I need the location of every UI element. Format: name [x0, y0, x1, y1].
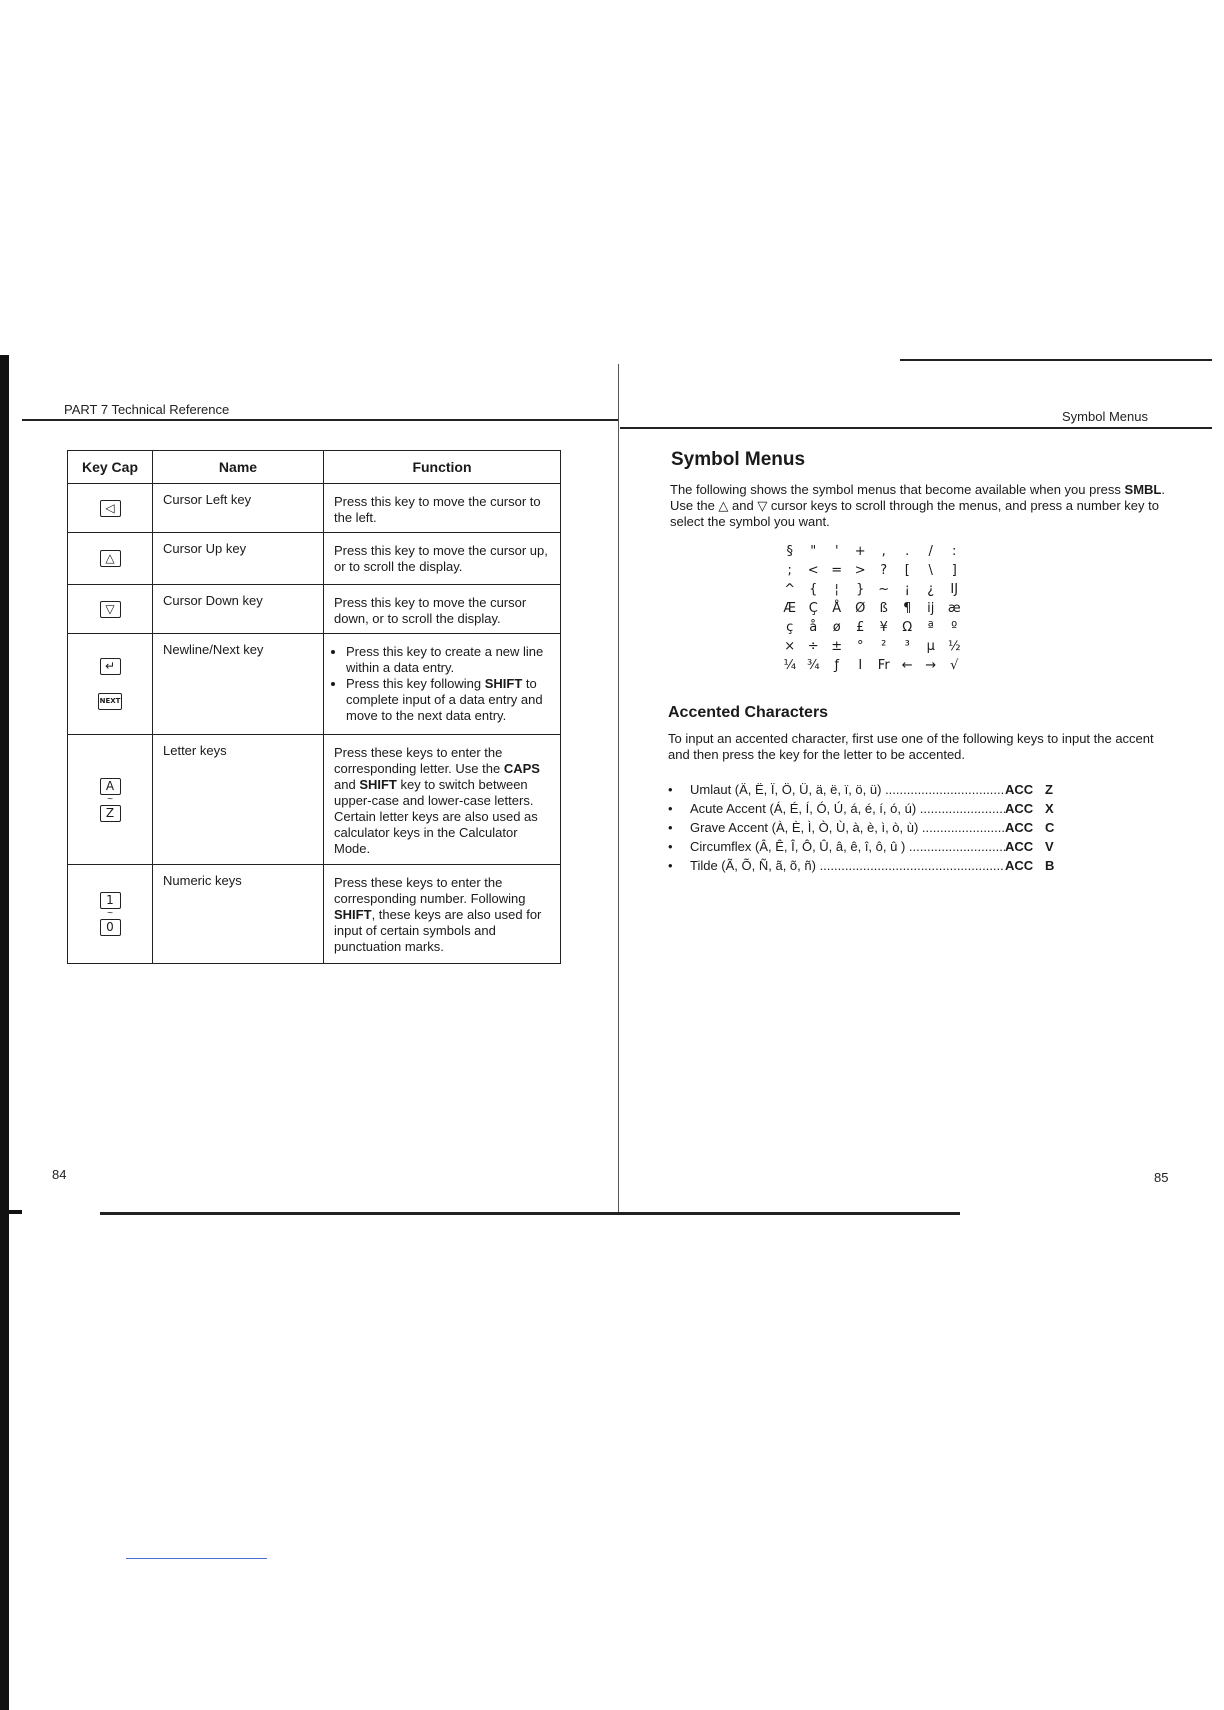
- bullet-icon: •: [668, 801, 673, 816]
- symbol: Ç: [808, 601, 818, 616]
- symbol: £: [856, 620, 865, 635]
- symbol: ½: [947, 639, 961, 654]
- key-function: Press this key to move the cursor to the left.: [324, 484, 561, 533]
- symbol: ß: [879, 601, 888, 616]
- bullet-icon: •: [668, 839, 673, 854]
- symbol: ø: [832, 620, 841, 635]
- symbol: °: [857, 639, 864, 654]
- accent-label: Tilde (Ã, Õ, Ñ, ã, õ, ñ) .....: [690, 858, 1005, 873]
- table-row: [68, 735, 561, 865]
- symbol-row: [778, 561, 1008, 580]
- right-top-rule: [900, 359, 1212, 361]
- page-title: Symbol Menus: [671, 449, 806, 470]
- cursor-down-key-icon: ▽: [100, 601, 121, 618]
- accent-label: Umlaut (Ä, Ë, Ï, Ö, Ü, ä, ë, ï, ö, ü) .....: [690, 782, 1005, 797]
- table-header-name: Name: [153, 451, 324, 484]
- key-cap-cell: [68, 634, 153, 735]
- symbol: >: [854, 563, 866, 578]
- symbol-row: [778, 580, 1008, 599]
- symbol: {: [809, 582, 818, 597]
- accent-letter: V: [1045, 839, 1054, 854]
- list-item: • Press this key following SHIFT to complete input of a data entry and move to the next data entry.: [346, 676, 554, 724]
- accent-key: ACC: [1005, 839, 1034, 854]
- symbol: ƒ: [834, 658, 840, 673]
- symbol: å: [809, 620, 818, 635]
- left-header-rule: [22, 419, 618, 421]
- key-name: Numeric keys: [153, 865, 324, 964]
- accent-label: Acute Accent (Á, É, Í, Ó, Ú, á, é, í, ó, ú) .....: [690, 801, 1005, 816]
- key-cap-table: [67, 450, 561, 964]
- symbol: ç: [786, 620, 794, 635]
- bottom-rule: [100, 1212, 960, 1215]
- symbol: µ: [926, 639, 935, 654]
- intro-paragraph: The following shows the symbol menus that become available when you press SMBL. Use the △ and ▽ cursor keys to scroll through the menus, and press a number key to select the symbol you want.: [670, 482, 1165, 529]
- symbol-row: [778, 637, 1008, 656]
- symbol: ;: [787, 563, 792, 578]
- table-row: [68, 585, 561, 634]
- symbol: Ω: [902, 620, 913, 635]
- key-cap-cell: [68, 585, 153, 634]
- key-function: Press this key to move the cursor down, or to scroll the display.: [324, 585, 561, 634]
- key-cap-cell: [68, 735, 153, 865]
- list-item: [668, 837, 1068, 856]
- symbol: º: [951, 620, 958, 635]
- symbol: ×: [784, 639, 796, 654]
- letter-z-key-icon: Z: [100, 805, 121, 822]
- symbol: ¿: [927, 582, 935, 597]
- right-header-rule: [620, 427, 1212, 429]
- key-function: [324, 634, 561, 735]
- symbol: ±: [831, 639, 843, 654]
- symbol: √: [950, 658, 959, 673]
- symbol: Æ: [783, 601, 797, 616]
- symbol: :: [952, 544, 957, 559]
- key-function: Press these keys to enter the corresponding letter. Use the CAPS and SHIFT key to switch between upper-case and lower-case letters. Certain letter keys are also used as calculator keys in the Calculator Mode.: [324, 735, 561, 865]
- table-header-row: [68, 451, 561, 484]
- symbol: .: [905, 544, 910, 559]
- symbol-row: [778, 656, 1008, 675]
- key-function: Press these keys to enter the corresponding number. Following SHIFT, these keys are also used for input of certain symbols and punctuation marks.: [324, 865, 561, 964]
- key-cap-cell: [68, 533, 153, 585]
- accent-key: ACC: [1005, 782, 1034, 797]
- symbol: ^: [784, 582, 796, 597]
- symbol: /: [928, 544, 933, 559]
- list-item: [668, 780, 1068, 799]
- symbol: æ: [947, 601, 961, 616]
- accent-letter: X: [1045, 801, 1054, 816]
- symbol: ¼: [783, 658, 797, 673]
- symbol: ]: [951, 563, 957, 578]
- table-row: [68, 533, 561, 585]
- symbol: [: [904, 563, 910, 578]
- list-item: [668, 856, 1068, 875]
- bullet-icon: •: [668, 858, 673, 873]
- symbol-row: [778, 542, 1008, 561]
- symbol: ': [834, 544, 839, 559]
- symbol: \: [928, 563, 933, 578]
- table-row: [68, 634, 561, 735]
- symbol-row: [778, 618, 1008, 637]
- key-name: Cursor Left key: [153, 484, 324, 533]
- symbol: Fr: [877, 658, 890, 673]
- key-cap-cell: [68, 484, 153, 533]
- accent-key: ACC: [1005, 801, 1034, 816]
- symbol: ¦: [834, 582, 839, 597]
- symbol: I: [858, 658, 863, 673]
- scan-edge-notch: [0, 1210, 22, 1214]
- list-item: [668, 818, 1068, 837]
- symbol: ←: [901, 658, 913, 673]
- table-header-function: Function: [324, 451, 561, 484]
- symbol: ³: [904, 639, 910, 654]
- range-tilde: ~: [107, 793, 113, 805]
- cursor-left-key-icon: ◁: [100, 500, 121, 517]
- symbol: ¶: [903, 601, 912, 616]
- right-page-header: Symbol Menus: [1062, 409, 1148, 424]
- accent-letter: B: [1045, 858, 1055, 873]
- key-name: Newline/Next key: [153, 634, 324, 735]
- symbol: ¡: [904, 582, 910, 597]
- bullet-icon: •: [668, 782, 673, 797]
- letter-a-key-icon: A: [100, 778, 121, 795]
- accented-characters-intro: To input an accented character, first use one of the following keys to input the accent and then press the key for the letter to be accented.: [668, 731, 1154, 762]
- symbol: ª: [927, 620, 934, 635]
- accent-letter: Z: [1045, 782, 1053, 797]
- key-name: Cursor Up key: [153, 533, 324, 585]
- symbol: ²: [881, 639, 887, 654]
- accent-list: [668, 780, 1068, 875]
- symbol: ?: [880, 563, 888, 578]
- list-item: • Press this key to create a new line within a data entry.: [346, 644, 554, 676]
- symbol: =: [831, 563, 843, 578]
- symbol: <: [807, 563, 819, 578]
- accent-key: ACC: [1005, 858, 1034, 873]
- symbol: IJ: [950, 582, 959, 597]
- number-0-key-icon: 0: [100, 919, 121, 936]
- symbol: ÷: [807, 639, 819, 654]
- symbol: Å: [832, 601, 842, 616]
- key-cap-cell: [68, 865, 153, 964]
- newline-key-icon: ↵: [100, 658, 121, 675]
- cursor-up-key-icon: △: [100, 550, 121, 567]
- next-key-icon: NEXT: [98, 693, 123, 710]
- gutter-line: [618, 364, 619, 1214]
- symbol: ij: [927, 601, 935, 616]
- range-tilde: ~: [107, 908, 113, 919]
- right-page-number: 85: [1154, 1170, 1169, 1185]
- symbol: →: [925, 658, 937, 673]
- bullet-icon: •: [668, 820, 673, 835]
- left-page-number: 84: [52, 1167, 67, 1182]
- symbol: ¥: [879, 620, 888, 635]
- accented-characters-title: Accented Characters: [668, 704, 829, 721]
- symbol: Ø: [855, 601, 866, 616]
- symbol: ¾: [806, 658, 820, 673]
- symbol: }: [856, 582, 865, 597]
- table-row: [68, 865, 561, 964]
- scan-edge: [0, 355, 9, 1710]
- key-name: Letter keys: [153, 735, 324, 865]
- table-row: [68, 484, 561, 533]
- symbol: ~: [878, 582, 890, 597]
- symbol: +: [854, 544, 866, 559]
- key-name: Cursor Down key: [153, 585, 324, 634]
- symbol: ,: [881, 544, 886, 559]
- accent-label: Circumflex (Â, Ê, Î, Ô, Û, â, ê, î, ô, û ) .....: [690, 839, 1005, 854]
- symbol: ": [810, 544, 817, 559]
- key-function: Press this key to move the cursor up, or to scroll the display.: [324, 533, 561, 585]
- list-item: [668, 799, 1068, 818]
- symbol: §: [786, 544, 793, 559]
- table-header-key-cap: Key Cap: [68, 451, 153, 484]
- accent-letter: C: [1045, 820, 1055, 835]
- footnote-rule: [126, 1558, 267, 1559]
- accent-key: ACC: [1005, 820, 1034, 835]
- left-page-header: PART 7 Technical Reference: [64, 402, 230, 417]
- symbol-grid: [778, 542, 1008, 675]
- number-1-key-icon: 1: [100, 892, 121, 909]
- accent-label: Grave Accent (À, È, Ì, Ò, Ù, à, è, ì, ò, ù) .....: [690, 820, 1005, 835]
- symbol-row: [778, 599, 1008, 618]
